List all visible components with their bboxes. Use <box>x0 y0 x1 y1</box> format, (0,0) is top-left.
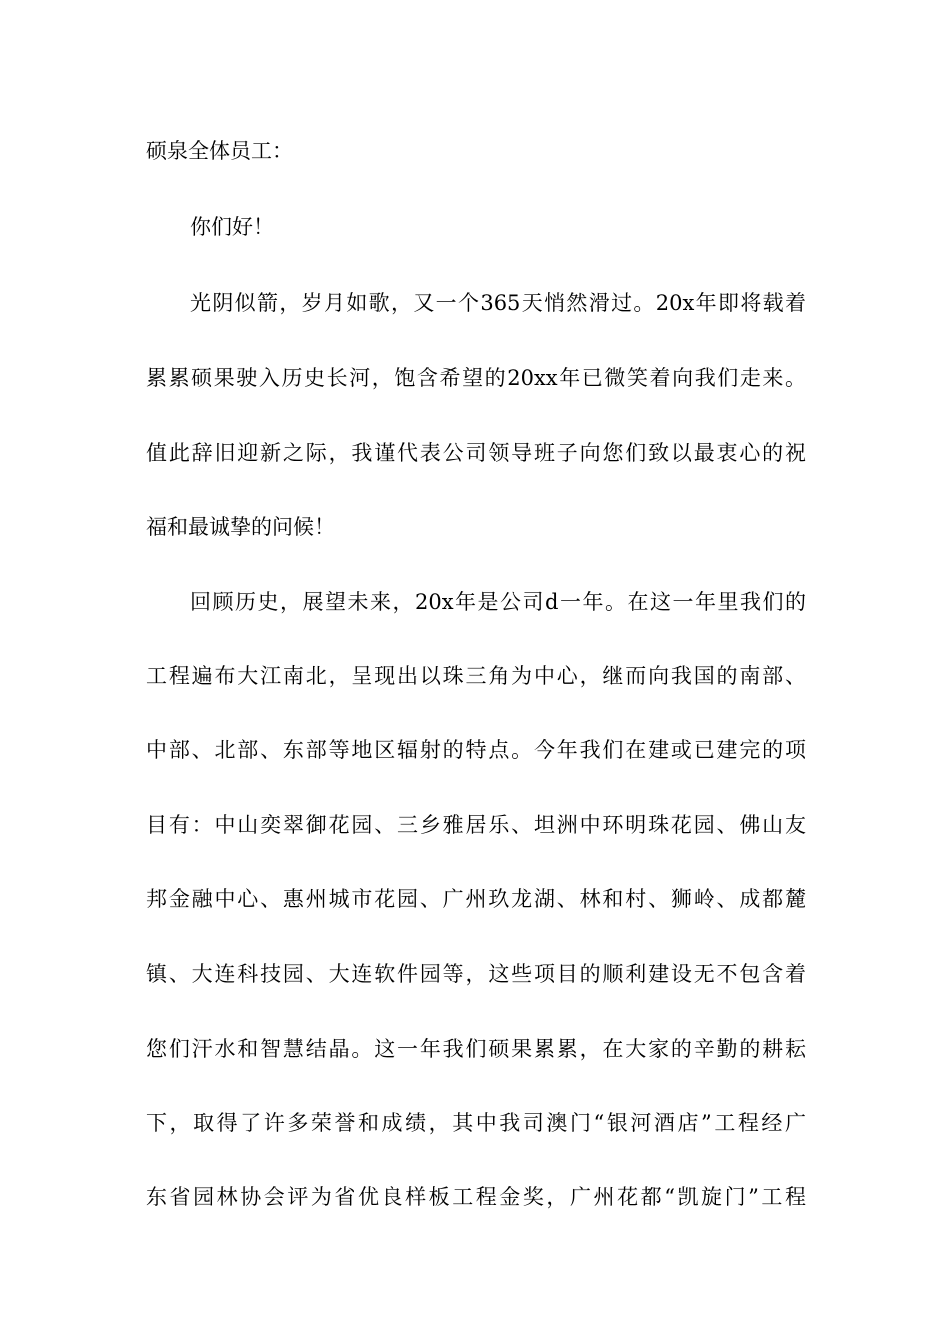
paragraph-line: 工程遍布大江南北，呈现出以珠三角为中心，继而向我国的南部、 <box>146 664 806 688</box>
paragraph-line: 光阴似箭，岁月如歌，又一个365天悄然滑过。20x年即将载着 <box>190 291 806 315</box>
greeting: 你们好！ <box>190 215 274 239</box>
paragraph-line: 您们汗水和智慧结晶。这一年我们硕果累累，在大家的辛勤的耕耘 <box>146 1037 806 1061</box>
paragraph-line: 福和最诚挚的问候！ <box>146 515 335 539</box>
paragraph-line: 邦金融中心、惠州城市花园、广州玖龙湖、林和村、狮岭、成都麓 <box>146 887 806 911</box>
paragraph-line: 中部、北部、东部等地区辐射的特点。今年我们在建或已建完的项 <box>146 738 806 762</box>
paragraph-line: 目有：中山奕翠御花园、三乡雅居乐、坦洲中环明珠花园、佛山友 <box>146 813 806 837</box>
salutation: 硕泉全体员工： <box>146 139 293 163</box>
paragraph-line: 累累硕果驶入历史长河，饱含希望的20xx年已微笑着向我们走来。 <box>146 366 806 390</box>
paragraph-line: 值此辞旧迎新之际，我谨代表公司领导班子向您们致以最衷心的祝 <box>146 441 806 465</box>
paragraph-line: 东省园林协会评为省优良样板工程金奖，广州花都“凯旋门”工程 <box>146 1185 806 1209</box>
paragraph-line: 镇、大连科技园、大连软件园等，这些项目的顺利建设无不包含着 <box>146 962 806 986</box>
paragraph-line: 回顾历史，展望未来，20x年是公司d一年。在这一年里我们的 <box>190 590 806 614</box>
paragraph-line: 下，取得了许多荣誉和成绩，其中我司澳门“银河酒店”工程经广 <box>146 1111 806 1135</box>
